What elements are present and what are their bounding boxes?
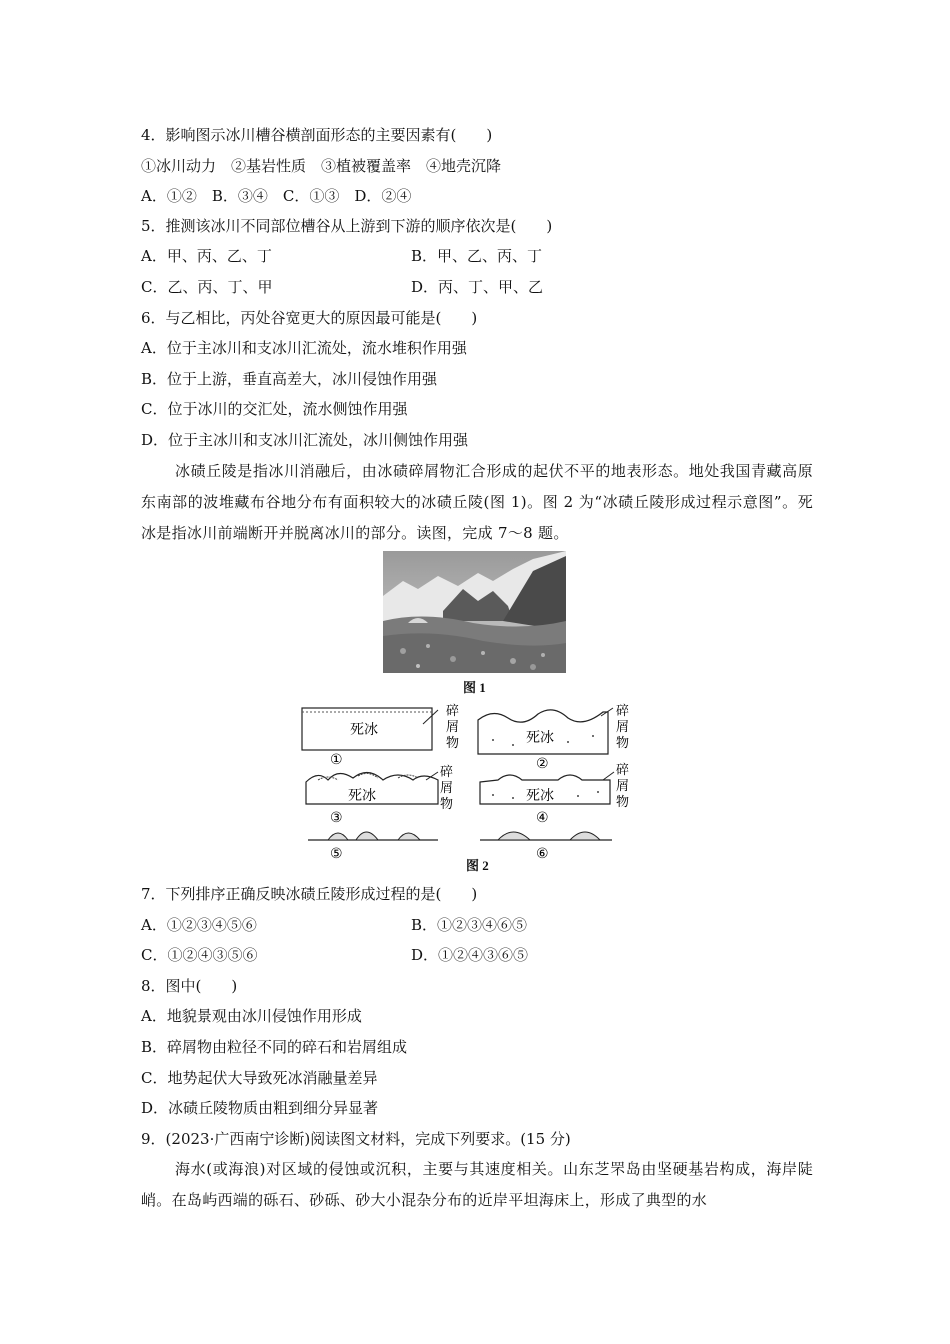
q4-stem: 4．影响图示冰川槽谷横剖面形态的主要因素有( ) — [141, 126, 493, 144]
q9-passage: 海水(或海浪)对区域的侵蚀或沉积，主要与其速度相关。山东芝罘岛由坚硬基岩构成，海岸陡峭。在岛屿西端的砾石、砂砾、砂大小混杂分布的近岸平坦海床上，形成了典型的水 — [141, 1160, 813, 1209]
moraine-photo — [383, 551, 566, 673]
panel4-debris-label — [616, 762, 629, 810]
panel5-label: ⑤ — [330, 846, 343, 860]
q8-option-a: A．地貌景观由冰川侵蚀作用形成 — [141, 1007, 362, 1025]
panel-3 — [306, 764, 453, 826]
panel-1 — [302, 703, 459, 768]
q5-option-a: A．甲、丙、乙、丁 — [141, 247, 272, 265]
panel2-debris-label — [616, 703, 629, 751]
panel3-label: ③ — [330, 810, 343, 826]
panel1-dead-ice-text: 死冰 — [350, 722, 378, 738]
panel4-label: ④ — [536, 810, 549, 826]
q6-option-d: D．位于主冰川和支冰川汇流处，冰川侧蚀作用强 — [141, 431, 469, 449]
panel3-debris-label — [440, 764, 453, 812]
q4-options: A．①② B．③④ C．①③ D．②④ — [141, 187, 412, 205]
panel2-label: ② — [536, 756, 549, 772]
q6-option-c: C．位于冰川的交汇处，流水侧蚀作用强 — [141, 400, 408, 418]
panel2-debris-char2: 屑 — [616, 720, 630, 735]
q7-stem: 7．下列排序正确反映冰碛丘陵形成过程的是( ) — [141, 885, 478, 903]
panel-6 — [480, 832, 612, 860]
moraine-process-diagram — [298, 700, 638, 860]
q8-option-b: B．碎屑物由粒径不同的碎石和岩屑组成 — [141, 1038, 408, 1056]
panel2-debris-char1: 碎 — [616, 704, 630, 719]
q5-option-d: D．丙、丁、甲、乙 — [411, 278, 544, 296]
q7-option-c: C．①②④③⑤⑥ — [141, 946, 258, 964]
q9-stem: 9．(2023·广西南宁诊断)阅读图文材料，完成下列要求。(15 分) — [141, 1130, 571, 1148]
panel-5 — [308, 832, 438, 860]
panel2-debris-char3: 物 — [616, 736, 630, 751]
panel3-debris-char3: 物 — [440, 797, 454, 812]
panel1-debris-char1: 碎 — [446, 704, 460, 719]
q5-option-b: B．甲、乙、丙、丁 — [411, 247, 543, 265]
q6-option-a: A．位于主冰川和支冰川汇流处，流水堆积作用强 — [141, 339, 467, 357]
panel6-label: ⑥ — [536, 846, 549, 860]
q6-option-b: B．位于上游，垂直高差大，冰川侵蚀作用强 — [141, 370, 438, 388]
panel1-debris-char2: 屑 — [446, 720, 460, 735]
panel2-dead-ice-text: 死冰 — [526, 730, 554, 746]
q7-option-a: A．①②③④⑤⑥ — [141, 916, 257, 934]
panel-2 — [478, 703, 629, 772]
q5-option-c: C．乙、丙、丁、甲 — [141, 278, 273, 296]
panel3-dead-ice-text: 死冰 — [348, 788, 376, 804]
q5-stem: 5．推测该冰川不同部位槽谷从上游到下游的顺序依次是( ) — [141, 217, 553, 235]
panel1-debris-char3: 物 — [446, 736, 460, 751]
q6-stem: 6．与乙相比，丙处谷宽更大的原因最可能是( ) — [141, 309, 478, 327]
q7-option-d: D．①②④③⑥⑤ — [411, 946, 529, 964]
figure1-caption: 图 1 — [463, 680, 486, 695]
panel3-debris-char1: 碎 — [440, 765, 454, 780]
panel4-dead-ice-text: 死冰 — [526, 788, 554, 804]
q8-option-c: C．地势起伏大导致死冰消融量差异 — [141, 1069, 378, 1087]
q4-factors: ①冰川动力 ②基岩性质 ③植被覆盖率 ④地壳沉降 — [141, 157, 502, 175]
panel4-debris-char3: 物 — [616, 795, 630, 810]
panel4-debris-char1: 碎 — [616, 763, 630, 778]
panel-4 — [480, 762, 629, 826]
panel1-label: ① — [330, 752, 343, 768]
q8-stem: 8．图中( ) — [141, 977, 238, 995]
panel3-debris-char2: 屑 — [440, 781, 454, 796]
panel1-debris-label — [446, 703, 459, 751]
panel4-debris-char2: 屑 — [616, 779, 630, 794]
passage-moraine: 冰碛丘陵是指冰川消融后，由冰碛碎屑物汇合形成的起伏不平的地表形态。地处我国青藏高原东南部的波堆藏布谷地分布有面积较大的冰碛丘陵(图 1)。图 2 为“冰碛丘陵形成过程示意图”。死冰是指冰川前端断开并脱离冰川的部分。读图，完成 7～8 题。 — [141, 462, 813, 542]
q7-option-b: B．①②③④⑥⑤ — [411, 916, 528, 934]
figure2-caption: 图 2 — [466, 858, 489, 873]
q8-option-d: D．冰碛丘陵物质由粗到细分异显著 — [141, 1099, 379, 1117]
